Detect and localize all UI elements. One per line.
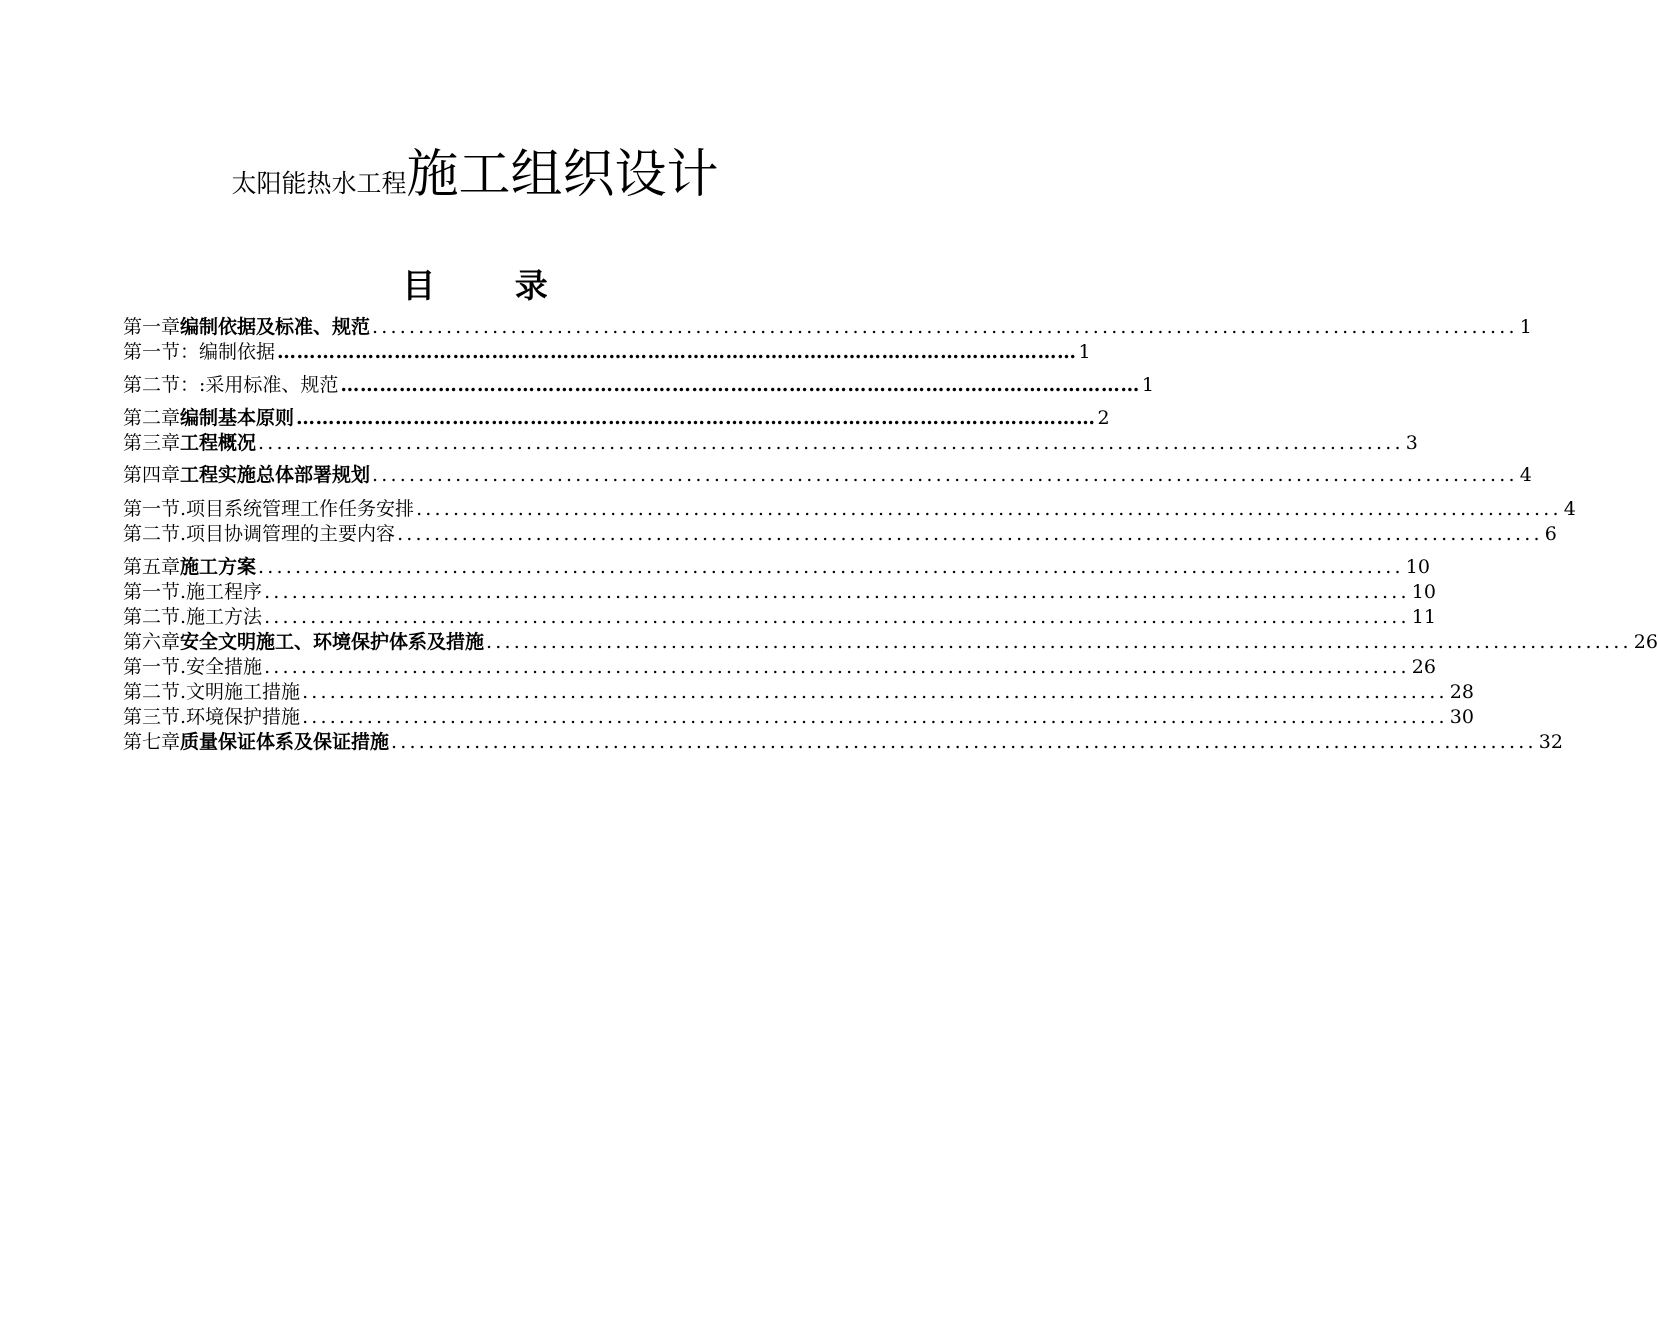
toc-leader-dots: ............................................................................................................................: [372, 464, 1518, 486]
toc-entry-label: 第三节.: [123, 706, 187, 728]
toc-entry-label: 第七章: [123, 731, 181, 753]
toc-entry-label: 第二章: [123, 407, 181, 429]
toc-leader-dots: ............................................................................................................................: [258, 432, 1404, 454]
toc-entry-text: 环境保护措施: [186, 706, 301, 728]
toc-entry[interactable]: [123, 463, 1532, 487]
toc-entry-text: 施工方法: [186, 606, 263, 628]
toc-entry[interactable]: [123, 406, 1110, 430]
toc-entry-text: 施工程序: [186, 581, 263, 603]
toc-entry-page: 3: [1405, 432, 1418, 454]
toc-leader-dots: ............................................................................................................................: [264, 656, 1410, 678]
toc-leader-dots: ............................................................................................................................: [486, 631, 1632, 653]
title-prefix: 太阳能热水工程: [231, 169, 407, 198]
toc-leader-dots: ……………………………………………………………………………………………………………: [340, 374, 1140, 396]
toc-entry[interactable]: [123, 605, 1436, 629]
toc-leader-dots: ............................................................................................................................: [416, 498, 1562, 520]
toc-entry[interactable]: [123, 730, 1563, 754]
toc-entry[interactable]: [123, 340, 1091, 364]
toc-entry[interactable]: [123, 680, 1474, 704]
toc-entry-page: 1: [1078, 341, 1091, 363]
toc-entry[interactable]: [123, 373, 1155, 397]
toc-entry-text: 安全措施: [186, 656, 263, 678]
toc-entry-label: 第二节.: [123, 606, 187, 628]
toc-leader-dots: ............................................................................................................................: [302, 706, 1448, 728]
title-main: 施工组织设计: [406, 145, 719, 205]
toc-heading: 目 录: [402, 266, 582, 305]
toc-entry-page: 26: [1411, 656, 1436, 678]
toc-entry-label: 第二节.: [123, 681, 187, 703]
toc-entry-page: 1: [1141, 374, 1155, 396]
toc-entry[interactable]: [123, 431, 1418, 455]
toc-entry-label: 第二节.: [123, 523, 187, 545]
toc-entry[interactable]: [123, 497, 1576, 521]
toc-entry[interactable]: [123, 555, 1430, 579]
toc-entry-text: 质量保证体系及保证措施: [180, 731, 390, 753]
toc-entry-page: 10: [1411, 581, 1436, 603]
toc-entry-label: 第二节：: [123, 374, 200, 396]
toc-entry-label: 第一节.: [123, 498, 187, 520]
toc-entry-page: 10: [1405, 556, 1430, 578]
toc-entry[interactable]: [123, 315, 1532, 339]
toc-entry-page: 11: [1411, 606, 1436, 628]
toc-entry-page: 26: [1633, 631, 1658, 653]
toc-entry-text: 项目协调管理的主要内容: [186, 523, 396, 545]
toc-entry-label: 第五章: [123, 556, 181, 578]
toc-leader-dots: ............................................................................................................................: [264, 581, 1410, 603]
toc-leader-dots: ……………………………………………………………………………………………………………: [296, 407, 1096, 429]
toc-leader-dots: ............................................................................................................................: [391, 731, 1537, 753]
toc-entry-text: 编制基本原则: [180, 407, 295, 429]
toc-entry-text: 施工方案: [180, 556, 257, 578]
document-title: [0, 132, 950, 207]
toc-entry-label: 第六章: [123, 631, 181, 653]
toc-entry-page: 4: [1519, 464, 1532, 486]
toc-entry-text: :采用标准、规范: [199, 374, 339, 396]
toc-entry-page: 4: [1563, 498, 1576, 520]
toc-entry-text: 项目系统管理工作任务安排: [186, 498, 415, 520]
toc-leader-dots: ............................................................................................................................: [258, 556, 1404, 578]
toc-entry-label: 第四章: [123, 464, 181, 486]
toc-entry[interactable]: [123, 630, 1658, 654]
toc-entry[interactable]: [123, 655, 1436, 679]
toc-entry-page: 6: [1544, 523, 1557, 545]
toc-entry-page: 1: [1519, 316, 1532, 338]
toc-leader-dots: ............................................................................................................................: [372, 316, 1518, 338]
toc-entry-page: 30: [1449, 706, 1474, 728]
toc-entry-page: 2: [1097, 407, 1110, 429]
toc-entry-text: 工程实施总体部署规划: [180, 464, 371, 486]
toc-entry-label: 第一节：: [123, 341, 200, 363]
toc-leader-dots: ............................................................................................................................: [302, 681, 1448, 703]
toc-entry[interactable]: [123, 522, 1557, 546]
toc-leader-dots: ……………………………………………………………………………………………………………: [277, 341, 1077, 363]
toc-entry-label: 第一节.: [123, 581, 187, 603]
toc-entry-text: 编制依据及标准、规范: [180, 316, 371, 338]
toc-entry-label: 第三章: [123, 432, 181, 454]
toc-entry-text: 文明施工措施: [186, 681, 301, 703]
toc-leader-dots: ............................................................................................................................: [264, 606, 1410, 628]
toc-entry-page: 28: [1449, 681, 1474, 703]
toc-entry-label: 第一节.: [123, 656, 187, 678]
toc-entry-page: 32: [1538, 731, 1563, 753]
toc-entry-label: 第一章: [123, 316, 181, 338]
toc-entry-text: 编制依据: [199, 341, 276, 363]
toc-leader-dots: ............................................................................................................................: [397, 523, 1543, 545]
toc-entry-text: 安全文明施工、环境保护体系及措施: [180, 631, 485, 653]
toc-entry[interactable]: [123, 580, 1436, 604]
toc-entry[interactable]: [123, 705, 1474, 729]
toc-entry-text: 工程概况: [180, 432, 257, 454]
